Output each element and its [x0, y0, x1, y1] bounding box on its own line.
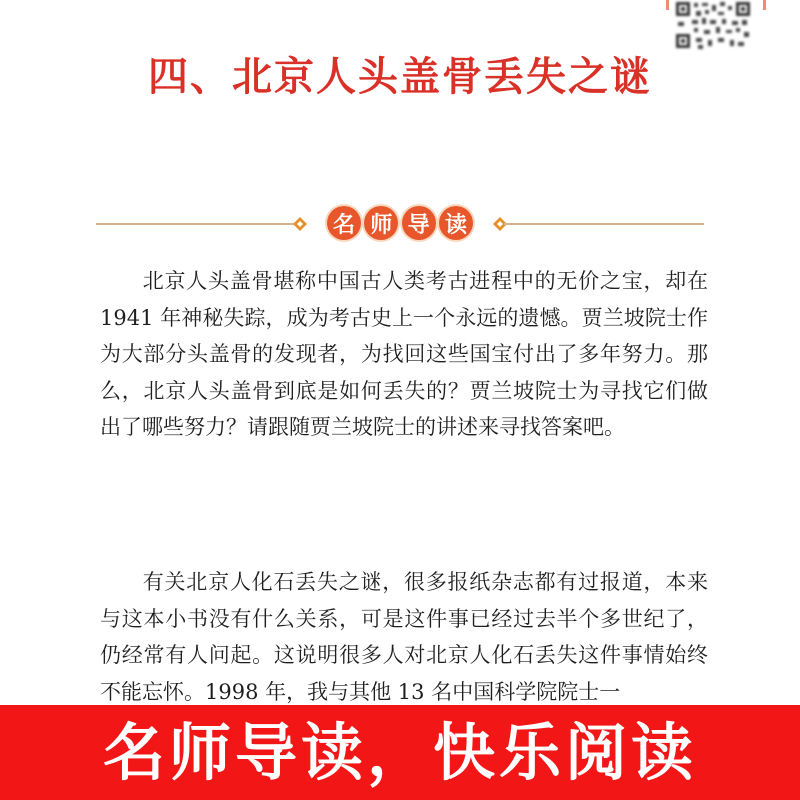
- divider-line-right: [504, 223, 704, 225]
- divider-line-left: [96, 223, 296, 225]
- promo-banner: [0, 705, 800, 800]
- section-header: [96, 203, 704, 243]
- chapter-title: 四、北京人头盖骨丢失之谜: [148, 54, 652, 100]
- qr-code-icon: [674, 0, 752, 50]
- section-badge-char: 导: [402, 206, 436, 240]
- section-badge: [327, 203, 473, 243]
- promo-banner-text: 名师导读，快乐阅读: [102, 715, 697, 789]
- diamond-ornament-icon: [293, 217, 307, 231]
- top-edge-mark-right: [763, 0, 766, 10]
- intro-paragraph: [100, 263, 708, 446]
- body-paragraph-text: 有关北京人化石丢失之谜，很多报纸杂志都有过报道，本来与这本小书没有什么关系，可是这件事已经过去半个多世纪了，仍经常有人问起。这说明很多人对北京人化石丢失这件事情始终不能忘怀。1998 年，我与其他 13 名中国科学院院士一: [100, 570, 708, 704]
- section-badge-char: 师: [364, 206, 398, 240]
- intro-paragraph-text: 北京人头盖骨堪称中国古人类考古进程中的无价之宝，却在 1941 年神秘失踪，成为考古史上一个永远的遗憾。贾兰坡院士作为大部分头盖骨的发现者，为找回这些国宝付出了多年努力。那么，北京人头盖骨到底是如何丢失的？贾兰坡院士为寻找它们做出了哪些努力？请跟随贾兰坡院士的讲述来寻找答案吧。: [100, 269, 708, 439]
- section-badge-char: 读: [439, 206, 473, 240]
- section-badge-char: 名: [327, 206, 361, 240]
- top-edge-mark-left: [666, 0, 669, 10]
- body-paragraph: [100, 564, 708, 710]
